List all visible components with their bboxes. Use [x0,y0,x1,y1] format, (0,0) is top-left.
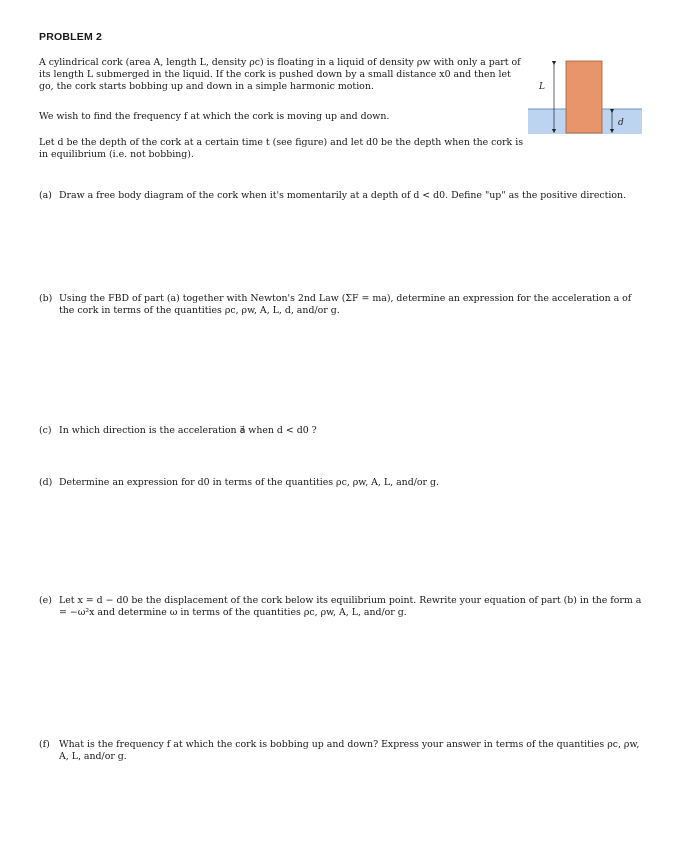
question-label: (c) [39,425,52,436]
question-b [39,293,649,318]
length-label: L [539,82,545,92]
question-label: (e) [39,595,52,606]
intro-paragraph-3: Let d be the depth of the cork at a certain time t (see figure) and let d0 be the depth when the cork is in equilibrium (i.e. not bobbing). [39,137,524,161]
cork-body [566,61,602,133]
cork-figure [528,50,646,140]
intro-paragraph-2: We wish to find the frequency f at which the cork is moving up and down. [39,111,390,122]
question-d [39,477,649,489]
question-text: Draw a free body diagram of the cork when it's momentarily at a depth of d < d0. Define "up" as the positive direction. [59,190,627,201]
question-c [39,425,649,437]
problem-title: PROBLEM 2 [39,31,103,43]
question-label: (a) [39,190,52,201]
question-text: Determine an expression for d0 in terms of the quantities ρc, ρw, A, L, and/or g. [59,477,439,488]
intro-paragraph-1: A cylindrical cork (area A, length L, density ρc) is floating in a liquid of density ρw with only a part of its length L submerged in the liquid. If the cork is pushed down by a small distance x0 and then let go, the cork starts bobbing up and down in a simple harmonic motion. [39,57,521,93]
question-text: Using the FBD of part (a) together with Newton's 2nd Law (ΣF = ma), determine an expression for the acceleration a of the cork in terms of the quantities ρc, ρw, A, L, d, and/or g. [59,293,632,317]
question-text: What is the frequency f at which the cork is bobbing up and down? Express your answer in terms of the quantities ρc, ρw, A, L, and/or g. [59,739,640,763]
question-e [39,595,649,620]
question-label: (f) [39,739,50,750]
question-label: (d) [39,477,53,488]
question-a [39,190,649,202]
depth-label: d [618,118,624,128]
question-text: In which direction is the acceleration a⃗ when d < d0 ? [59,425,317,436]
question-f [39,739,649,764]
question-label: (b) [39,293,53,304]
question-text: Let x = d − d0 be the displacement of the cork below its equilibrium point. Rewrite your equation of part (b) in the form a = −ω²x and determine ω in terms of the quantities ρc, ρw, A, L, and/or g. [59,595,642,619]
